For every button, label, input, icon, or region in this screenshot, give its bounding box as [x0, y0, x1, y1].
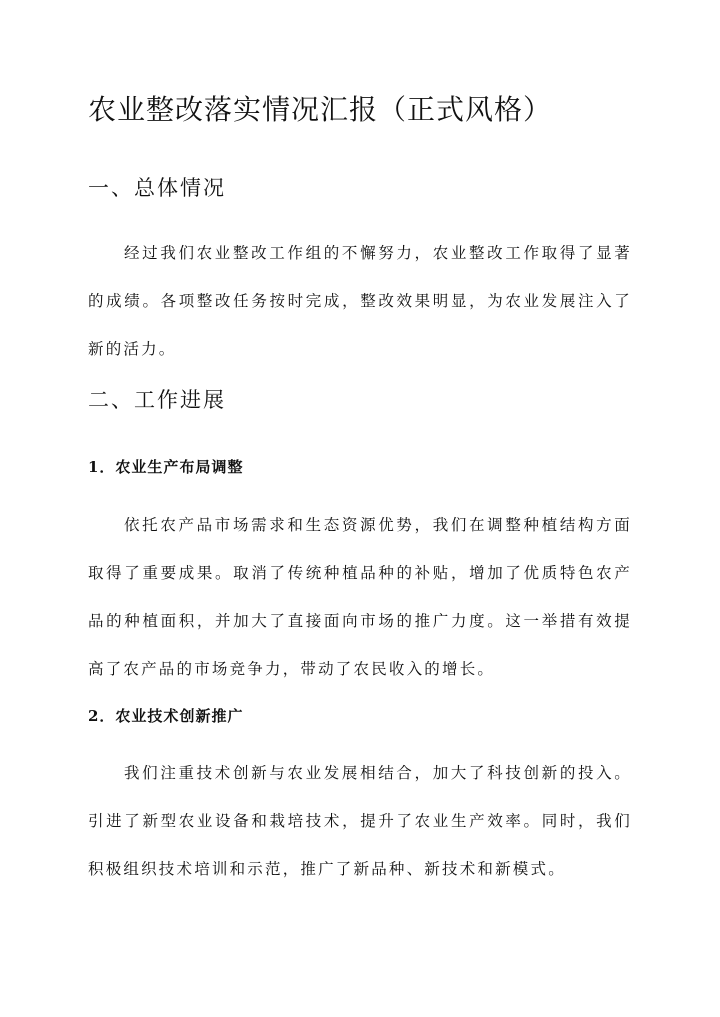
section-heading-overview: 一、总体情况 — [88, 176, 226, 200]
subsection-heading-tech-innovation: 2．农业技术创新推广 — [88, 707, 244, 725]
subsection-paragraph-tech-innovation: 我们注重技术创新与农业发展相结合，加大了科技创新的投入。引进了新型农业设备和栽培技术，提升了农业生产效率。同时，我们积极组织技术培训和示范，推广了新品种、新技术和新模式。 — [88, 764, 632, 878]
section-heading-progress: 二、工作进展 — [88, 388, 226, 412]
section-paragraph-overview: 经过我们农业整改工作组的不懈努力，农业整改工作取得了显著的成绩。各项整改任务按时完成，整改效果明显，为农业发展注入了新的活力。 — [88, 244, 632, 358]
document-title: 农业整改落实情况汇报（正式风格） — [88, 93, 553, 126]
subsection-paragraph-layout-adjustment: 依托农产品市场需求和生态资源优势，我们在调整种植结构方面取得了重要成果。取消了传统种植品种的补贴，增加了优质特色农产品的种植面积，并加大了直接面向市场的推广力度。这一举措有效提高了农产品的市场竞争力，带动了农民收入的增长。 — [88, 516, 632, 678]
subsection-heading-layout-adjustment: 1．农业生产布局调整 — [88, 458, 244, 476]
